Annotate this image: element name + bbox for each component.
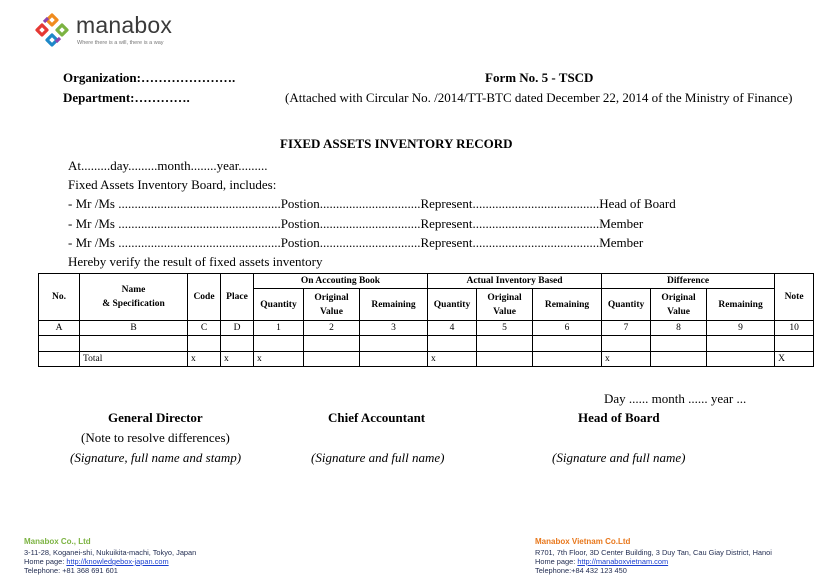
col-header-no: No.	[39, 274, 80, 321]
footer-right-company: Manabox Vietnam Co.Ltd	[535, 537, 631, 546]
book-quantity-header: Quantity	[254, 289, 304, 321]
group-header-difference: Difference	[602, 274, 775, 289]
head-of-board-title: Head of Board	[578, 410, 660, 425]
verify-statement: Hereby verify the result of fixed assets inventory	[68, 254, 323, 269]
chief-accountant-signature: (Signature and full name)	[311, 450, 445, 465]
footer-left-address: 3-11-28, Koganei-shi, Nukuikita-machi, Tokyo, Japan	[24, 548, 197, 557]
footer-right-homepage-label: Home page:	[535, 557, 578, 566]
index-cell: 1	[254, 321, 304, 336]
total-x-place: x	[221, 352, 254, 367]
general-director-title: General Director	[108, 410, 203, 425]
board-member-2: - Mr /Ms ..................................................Postion...............................Represent.......................................Member	[68, 216, 644, 231]
footer-left-homepage	[24, 557, 169, 566]
col-header-name	[80, 274, 188, 321]
general-director-signature: (Signature, full name and stamp)	[70, 450, 242, 465]
col-header-name-text: Name & Specification	[102, 285, 165, 309]
circular-reference: (Attached with Circular No. /2014/TT-BTC dated December 22, 2014 of the Ministry of Finance)	[285, 90, 793, 105]
footer-right-homepage-link[interactable]: http://manaboxvietnam.com	[577, 557, 669, 566]
footer-left-telephone: Telephone: +81 368 691 601	[24, 566, 118, 575]
board-member-3: - Mr /Ms ..................................................Postion...............................Represent.......................................Member	[68, 235, 644, 250]
index-cell: B	[80, 321, 188, 336]
index-cell: 10	[775, 321, 814, 336]
group-header-actual: Actual Inventory Based	[428, 274, 602, 289]
book-original-text: Original Value	[314, 292, 349, 317]
index-cell: A	[39, 321, 80, 336]
footer-right-address: R701, 7th Floor, 3D Center Building, 3 Duy Tan, Cau Giay District, Hanoi	[535, 548, 772, 557]
diff-original-header	[651, 289, 707, 321]
actual-original-text: Original Value	[487, 292, 522, 317]
manabox-logo-icon	[34, 12, 70, 48]
total-x-code: x	[188, 352, 221, 367]
brand-tagline: Where there is a will, there is a way	[77, 40, 164, 46]
total-x-actual-qty: x	[428, 352, 477, 367]
index-cell: 9	[707, 321, 775, 336]
index-cell: 8	[651, 321, 707, 336]
footer-right-homepage	[535, 557, 668, 566]
index-cell: 5	[477, 321, 533, 336]
actual-quantity-header: Quantity	[428, 289, 477, 321]
index-cell: 2	[304, 321, 360, 336]
department-line: Department:………….	[63, 90, 190, 105]
col-header-code: Code	[188, 274, 221, 321]
index-cell: 6	[533, 321, 602, 336]
general-director-note: (Note to resolve differences)	[81, 430, 230, 445]
footer-left-homepage-link[interactable]: http://knowledgebox-japan.com	[66, 557, 169, 566]
chief-accountant-title: Chief Accountant	[328, 410, 426, 425]
footer-left-homepage-label: Home page:	[24, 557, 67, 566]
col-header-note: Note	[775, 274, 814, 321]
total-x-diff-qty: x	[602, 352, 651, 367]
board-includes: Fixed Assets Inventory Board, includes:	[68, 177, 277, 192]
total-row	[39, 352, 814, 367]
index-cell: 4	[428, 321, 477, 336]
inventory-date-line: At.........day.........month........year.........	[68, 158, 268, 173]
diff-remaining-header: Remaining	[707, 289, 775, 321]
table-row	[39, 336, 814, 352]
inventory-table	[38, 273, 814, 367]
index-cell: 3	[360, 321, 428, 336]
col-header-place: Place	[221, 274, 254, 321]
actual-remaining-header: Remaining	[533, 289, 602, 321]
page-title: FIXED ASSETS INVENTORY RECORD	[280, 136, 513, 151]
index-cell: 7	[602, 321, 651, 336]
index-cell: D	[221, 321, 254, 336]
company-logo	[34, 12, 204, 50]
organization-line: Organization:………………….	[63, 70, 236, 85]
group-header-book: On Accouting Book	[254, 274, 428, 289]
footer-left-company: Manabox Co., Ltd	[24, 537, 91, 546]
board-member-1: - Mr /Ms ..................................................Postion...............................Represent.......................................Head of Board	[68, 196, 676, 211]
diff-original-text: Original Value	[661, 292, 696, 317]
sign-date-line: Day ...... month ...... year ...	[604, 391, 747, 406]
head-of-board-signature: (Signature and full name)	[552, 450, 686, 465]
form-number: Form No. 5 - TSCD	[485, 70, 594, 85]
footer-right-telephone: Telephone:+84 432 123 450	[535, 566, 627, 575]
total-x-book-qty: x	[254, 352, 304, 367]
diff-quantity-header: Quantity	[602, 289, 651, 321]
book-original-header	[304, 289, 360, 321]
total-x-note: X	[775, 352, 814, 367]
brand-name: manabox	[76, 12, 173, 38]
total-label: Total	[80, 352, 188, 367]
book-remaining-header: Remaining	[360, 289, 428, 321]
actual-original-header	[477, 289, 533, 321]
index-cell: C	[188, 321, 221, 336]
